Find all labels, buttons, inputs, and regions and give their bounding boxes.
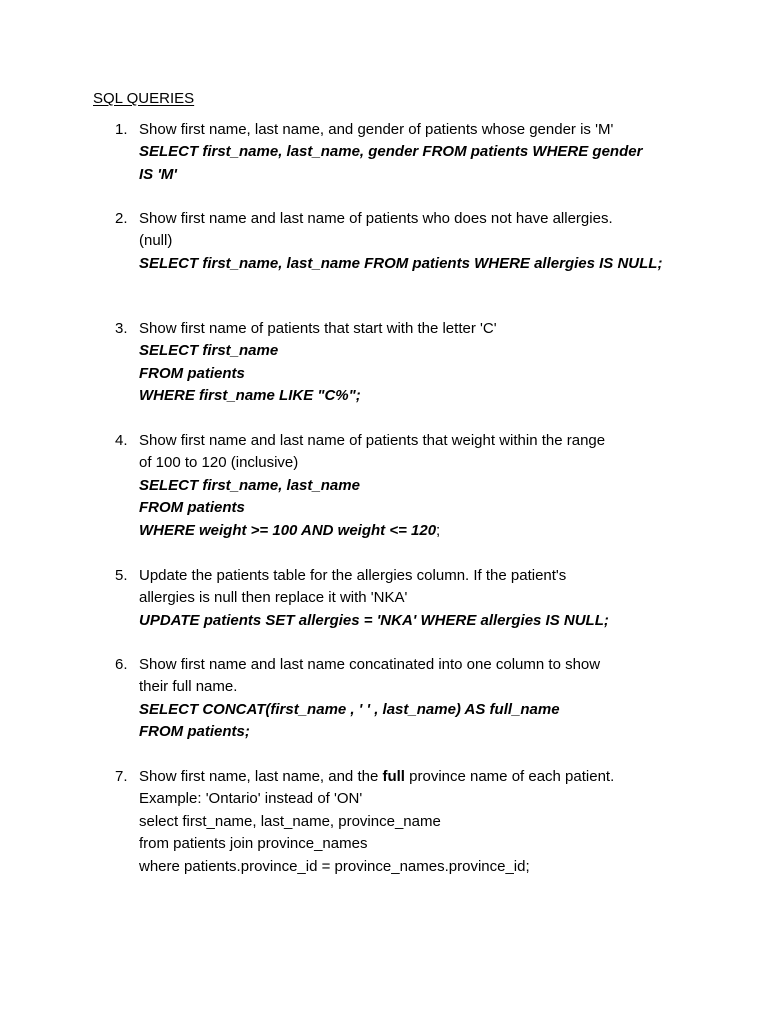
question-text: Show first name of patients that start with the letter 'C' [139, 320, 497, 337]
list-item-body [139, 654, 699, 744]
question-text: (null) [139, 232, 173, 250]
list-item-body [139, 208, 699, 275]
sql-answer-line: SELECT first_name, last_name FROM patients WHERE allergies IS NULL; [139, 254, 663, 272]
question-text: their full name. [139, 678, 238, 696]
sql-answer-line: SELECT CONCAT(first_name , ' ' , last_name) AS full_name [139, 700, 560, 718]
sql-answer-line: select first_name, last_name, province_name [139, 812, 441, 830]
sql-answer-line: UPDATE patients SET allergies = 'NKA' WHERE allergies IS NULL; [139, 611, 609, 629]
list-item-body [139, 430, 699, 542]
sql-answer-line: from patients join province_names [139, 835, 368, 853]
list-item-body [139, 766, 699, 878]
question-text: Example: 'Ontario' instead of 'ON' [139, 790, 363, 808]
sql-answer-text: WHERE weight >= 100 AND weight <= 120 [139, 521, 437, 539]
sql-answer-line: IS 'M' [139, 165, 177, 183]
question-text: allergies is null then replace it with 'NKA' [139, 589, 408, 607]
list-item-body [139, 565, 699, 632]
sql-answer-line: SELECT first_name, last_name, gender FROM patients WHERE gender [139, 143, 643, 161]
sql-answer-line: FROM patients [139, 499, 245, 517]
sql-answer-line: WHERE first_name LIKE "C%"; [139, 387, 361, 405]
list-item-number: 4. [115, 432, 128, 449]
question-text-part: province name of each patient. [404, 768, 615, 785]
list-item-number: 1. [115, 121, 128, 138]
question-text: Show first name, last name, and gender of patients whose gender is 'M' [139, 121, 614, 138]
list-item-number: 7. [115, 768, 128, 785]
list-item-number: 3. [115, 320, 128, 337]
sql-answer-line: FROM patients; [139, 723, 250, 741]
sql-answer-line: SELECT first_name [139, 342, 279, 360]
question-text: Update the patients table for the allergies column. If the patient's [139, 567, 567, 584]
list-item-number: 6. [115, 656, 128, 673]
sql-answer-line: FROM patients [139, 364, 245, 382]
question-text: Show first name and last name of patients who does not have allergies. [139, 210, 613, 227]
question-text: of 100 to 120 (inclusive) [139, 454, 299, 472]
sql-answer-line: SELECT first_name, last_name [139, 476, 360, 494]
sql-answer-line [139, 520, 699, 542]
question-text [139, 766, 699, 788]
list-item-body [139, 119, 699, 186]
document-title: SQL QUERIES [93, 90, 195, 107]
emphasized-word: full [382, 768, 405, 785]
sql-terminator: ; [436, 521, 441, 539]
question-text: Show first name and last name of patients that weight within the range [139, 432, 606, 449]
sql-answer-line: where patients.province_id = province_names.province_id; [139, 857, 530, 875]
question-text: Show first name and last name concatinated into one column to show [139, 656, 601, 673]
list-item-body [139, 318, 699, 408]
list-item-number: 5. [115, 567, 128, 584]
question-text-part: Show first name, last name, and the [139, 768, 383, 785]
list-item-number: 2. [115, 210, 128, 227]
